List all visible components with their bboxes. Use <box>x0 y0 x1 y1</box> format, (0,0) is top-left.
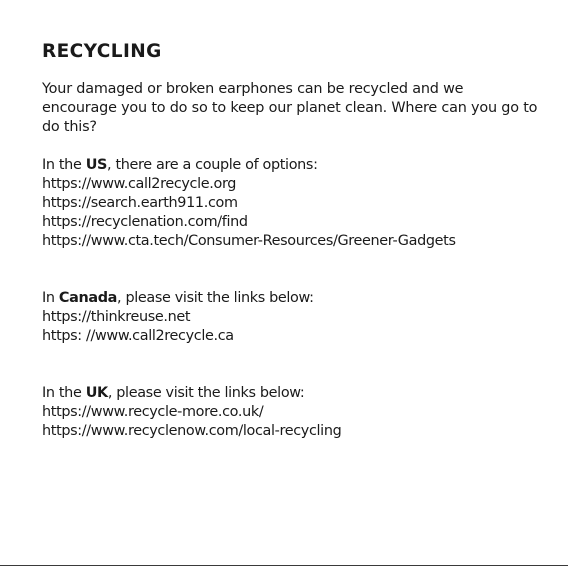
us-section <box>42 156 542 251</box>
uk-country-name: UK <box>85 385 108 401</box>
canada-country-name: Canada <box>58 290 118 306</box>
us-link-call2recycle[interactable]: https://www.call2recycle.org <box>42 176 237 192</box>
canada-lead-prefix: In <box>42 290 59 306</box>
bottom-divider <box>0 565 568 566</box>
us-lead-suffix: , there are a couple of options: <box>107 157 318 173</box>
canada-link-call2recycle[interactable]: https: //www.call2recycle.ca <box>42 328 234 344</box>
page-title: RECYCLING <box>42 41 162 62</box>
us-link-cta[interactable]: https://www.cta.tech/Consumer-Resources/Greener-Gadgets <box>42 233 456 249</box>
canada-link-thinkreuse[interactable]: https://thinkreuse.net <box>42 309 191 325</box>
canada-section <box>42 289 542 346</box>
recycling-page <box>42 40 542 441</box>
uk-link-recycle-more[interactable]: https://www.recycle-more.co.uk/ <box>42 404 264 420</box>
us-link-earth911[interactable]: https://search.earth911.com <box>42 195 238 211</box>
uk-lead-prefix: In the <box>42 385 86 401</box>
us-lead <box>42 156 542 175</box>
uk-link-recyclenow[interactable]: https://www.recyclenow.com/local-recycling <box>42 423 342 439</box>
intro-paragraph: Your damaged or broken earphones can be recycled and we encourage you to do so to keep our planet clean. Where can you go to do this? <box>42 81 538 135</box>
canada-lead <box>42 289 542 308</box>
canada-lead-suffix: , please visit the links below: <box>117 290 314 306</box>
uk-section <box>42 384 542 441</box>
uk-lead-suffix: , please visit the links below: <box>107 385 305 401</box>
us-country-name: US <box>85 157 108 173</box>
uk-lead <box>42 384 542 403</box>
us-lead-prefix: In the <box>42 157 86 173</box>
us-link-recyclenation[interactable]: https://recyclenation.com/find <box>42 214 248 230</box>
